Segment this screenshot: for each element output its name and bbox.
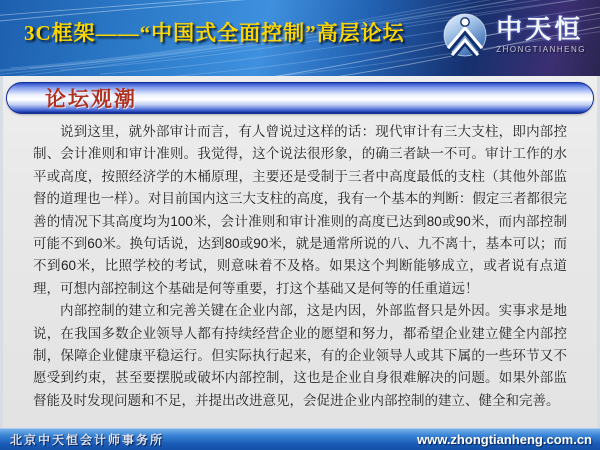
paragraph-1: 说到这里，就外部审计而言，有人曾说过这样的话：现代审计有三大支柱，即内部控制、会计准则和审计准则。我觉得，这个说法很形象，的确三者缺一不可。审计工作的水平或高度，按照经济学的木桶原理，主要还是受制于三者中高度最低的支柱（其他外部监督的道理也一样）。对目前国内这三大支柱的高度，我有一个基本的判断：假定三者都很完善的情况下其高度均为100米，会计准则和审计准则的高度已达到80或90米，而内部控制可能不到60米。换句话说，达到80或90米，就是通常所说的八、九不离十，基本可以；而不到60米，比照学校的考试，则意味着不及格。如果这个判断能够成立，或者说有点道理，可想内部控制这个基础是何等重要，打这个基础又是何等的任重道远！	[33, 124, 567, 296]
slide-header	[0, 0, 600, 76]
website-url: www.zhongtianheng.com.cn	[416, 432, 592, 447]
company-name: 北京中天恒会计师事务所	[10, 433, 165, 447]
paragraph-2: 内部控制的建立和完善关键在企业内部，这是内因，外部监督只是外因。实事求是地说，在我国多数企业领导人都有持续经营企业的愿望和努力，都希望企业建立健全内部控制，保障企业健康平稳运行。但实际执行起来，有的企业领导人或其下属的一些环节又不愿受到约束，甚至要摆脱或破坏内部控制，这也是企业自身很难解决的问题。如果外部监督能及时发现问题和不足，并提出改进意见，会促进企业内部控制的建立、健全和完善。	[33, 303, 567, 408]
zhongtianheng-logo	[442, 12, 586, 58]
logo-subtitle: ZHONGTIANHENG	[496, 44, 586, 54]
slide-title: 3C框架——“中国式全面控制”高层论坛	[24, 21, 405, 45]
slide-body-text	[0, 114, 600, 428]
section-title: 论坛观潮	[45, 87, 137, 111]
logo-text	[496, 14, 586, 54]
mountain-chevron-badge-icon	[442, 12, 488, 58]
section-title-bar	[6, 82, 594, 114]
slide-footer	[0, 428, 600, 450]
logo-name: 中天恒	[496, 14, 584, 44]
